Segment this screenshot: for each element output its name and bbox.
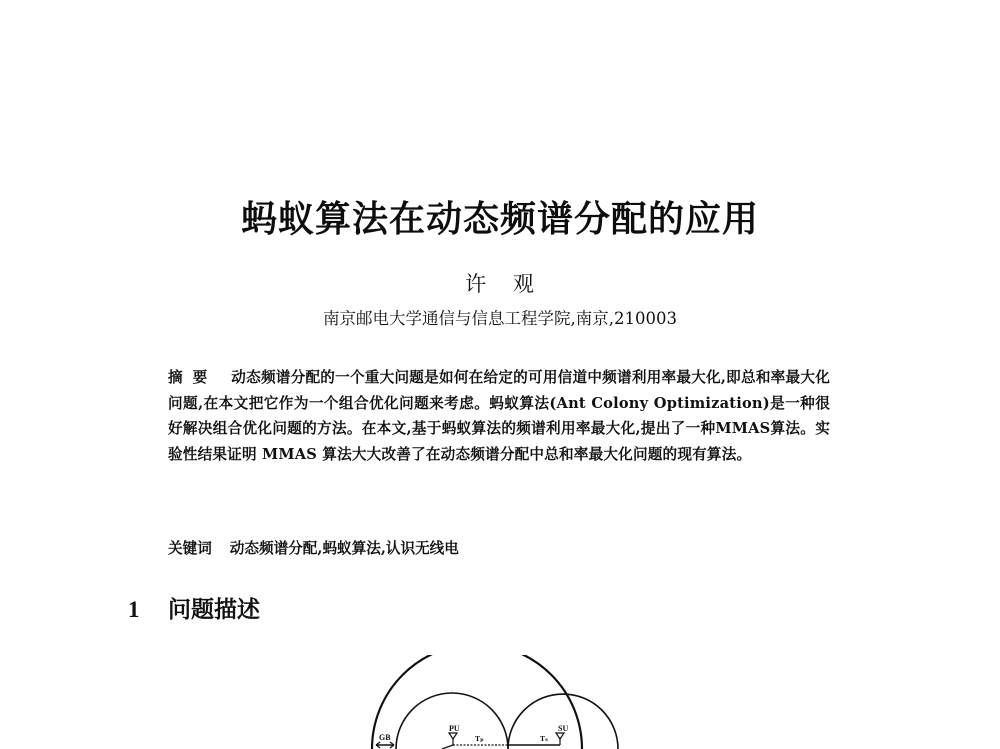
paper-title: 蚂蚁算法在动态频谱分配的应用 (240, 199, 759, 240)
pu-coverage-arc (396, 693, 508, 749)
author-affiliation: 南京邮电大学通信与信息工程学院,南京,210003 (323, 309, 677, 328)
keywords-block (168, 537, 830, 561)
su-antenna-icon (556, 733, 564, 739)
pu-antenna-icon (449, 733, 457, 739)
su-label: SU (558, 724, 569, 733)
su-coverage-arc (508, 694, 618, 749)
keywords-label: 关键词 (168, 540, 212, 557)
coverage-diagram (350, 655, 640, 749)
gb-label: GB (379, 733, 391, 742)
abstract-text: 动态频谱分配的一个重大问题是如何在给定的可用信道中频谱利用率最大化,即总和率最大化问题,在本文把它作为一个组合优化问题来考虑。蚂蚁算法(Ant Colony Optimization)是一种很好解决组合优化问题的方法。在本文,基于蚂蚁算法的频谱利用率最大化,提出了一种MMAS算法。实验性结果证明 MMAS 算法大大改善了在动态频谱分配中总和率最大化问题的现有算法。 (168, 369, 830, 463)
abstract-label: 摘要 (168, 369, 218, 386)
section-heading (128, 594, 260, 626)
coverage-diagram-svg (350, 655, 640, 749)
abstract-block (168, 365, 830, 467)
section-title: 问题描述 (168, 597, 260, 623)
ts-label: Tₛ (540, 734, 548, 743)
keywords-text: 动态频谱分配,蚂蚁算法,认识无线电 (229, 540, 459, 557)
pu-label: PU (449, 724, 460, 733)
tp-label: Tₚ (475, 734, 484, 743)
author-name: 许 观 (465, 272, 535, 296)
section-number: 1 (128, 597, 140, 622)
